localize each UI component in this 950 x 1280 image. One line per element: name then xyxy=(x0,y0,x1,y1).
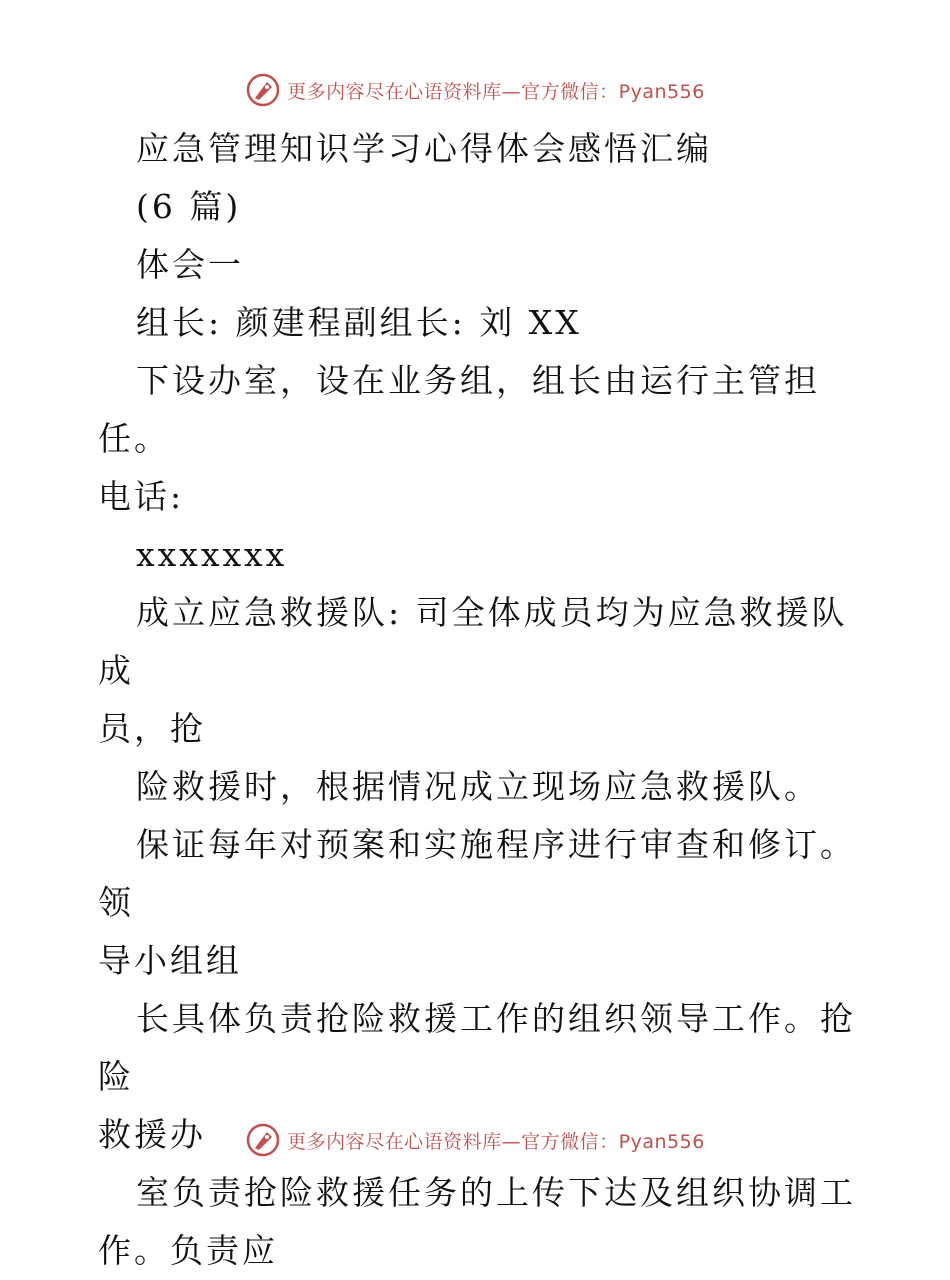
pen-nib-circle-icon xyxy=(245,72,281,108)
paragraph-line: 救援办 xyxy=(98,1115,206,1154)
paragraph-line: 长具体负责抢险救援工作的组织领导工作。抢险 xyxy=(98,999,856,1096)
header-watermark xyxy=(0,70,950,110)
paragraph-line: 下设办室，设在业务组，组长由运行主管担任。 xyxy=(98,361,820,458)
paragraph-line: 险救援时，根据情况成立现场应急救援队。 xyxy=(136,767,820,806)
section-heading: 体会一 xyxy=(136,245,244,284)
paragraph-line: 作。负责应 xyxy=(98,1231,278,1270)
watermark-text: 更多内容尽在心语资料库—官方微信：Pyan556 xyxy=(287,80,705,103)
document-subtitle: (6 篇) xyxy=(136,187,242,226)
paragraph-line: 组长: 颜建程副组长: 刘 XX xyxy=(136,303,582,342)
document-title: 应急管理知识学习心得体会感悟汇编 xyxy=(136,129,712,168)
paragraph-line: 室负责抢险救援任务的上传下达及组织协调工 xyxy=(136,1173,856,1212)
paragraph-line: xxxxxxx xyxy=(136,535,288,574)
paragraph-line: 员，抢 xyxy=(98,709,206,748)
document-body xyxy=(98,120,858,1280)
paragraph-line: 导小组组 xyxy=(98,941,242,980)
paragraph-line: 电话: xyxy=(98,477,185,516)
paragraph-line: 保证每年对预案和实施程序进行审查和修订。领 xyxy=(98,825,856,922)
pen-nib-circle-icon xyxy=(245,1122,281,1158)
footer-watermark xyxy=(0,1120,950,1160)
paragraph-line: 成立应急救援队: 司全体成员均为应急救援队成 xyxy=(98,593,848,690)
watermark-text: 更多内容尽在心语资料库—官方微信：Pyan556 xyxy=(287,1130,705,1153)
